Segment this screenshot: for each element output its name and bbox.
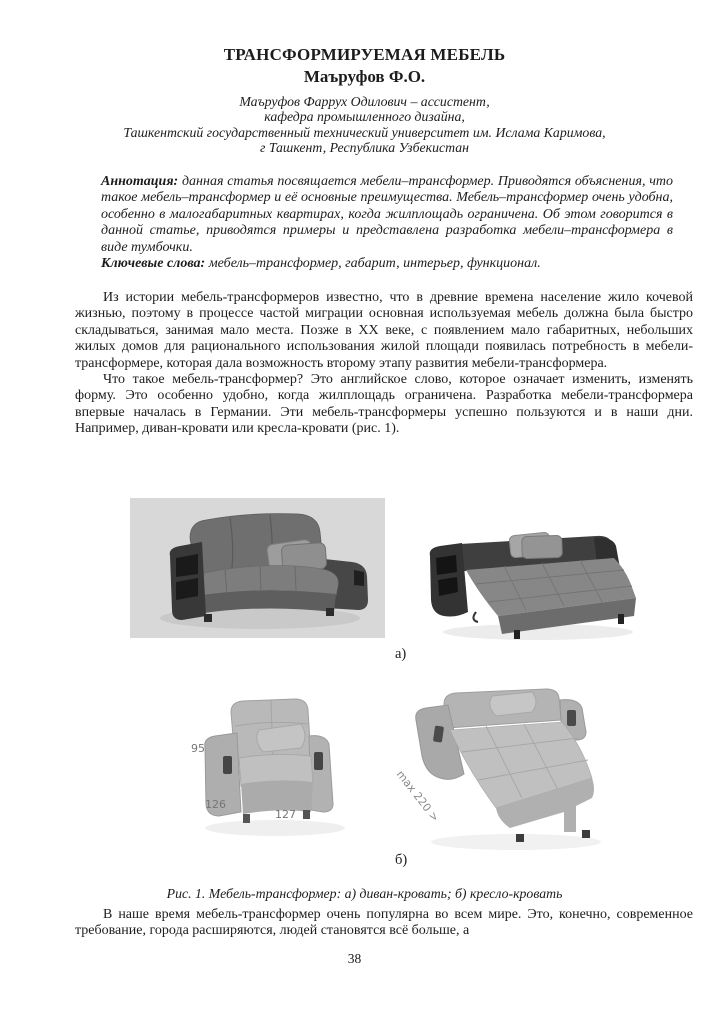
- abstract: [101, 174, 673, 256]
- sofa-folded-illustration: [130, 498, 385, 638]
- figure-caption: Рис. 1. Мебель-трансформер: а) диван-кровать; б) кресло-кровать: [166, 886, 563, 901]
- dimension-label-width: 127: [275, 808, 296, 821]
- figure-label-b: б): [395, 852, 408, 868]
- affiliation-block: [20, 94, 709, 155]
- abstract-label: Аннотация:: [101, 174, 179, 189]
- armchair-unfolded-illustration: [386, 686, 626, 856]
- article-body: [75, 290, 693, 438]
- abstract-text: данная статья посвящается мебели–трансформер. Приводятся объяснения, что такое мебель–трансформер и её основные преимущества. Мебель–трансформер очень удобна, особенно в малогабаритных квартирах, когда жилплощадь ограничена. Об этом говорится в данной статье, приводятся примеры и представлена разработка мебели–трансформера в виде тумбочки.: [101, 174, 673, 255]
- dimension-label-height: 95: [191, 742, 205, 755]
- body-paragraph: Из истории мебель-трансформеров известно, что в древние времена население жило кочевой жизнью, поэтому в процессе частой миграции основная используемая мебель должна была быстро складываться, занимая мало места. Позже в XX веке, с появлением мало габаритных, небольших жилых домов для рационального использования жилой площади появилась потребность в мебели-трансформере, которая дала возможность второму этапу развития мебели-трансформера.: [75, 290, 693, 371]
- dimension-label-depth: 126: [205, 798, 226, 811]
- page-number: 38: [347, 951, 362, 966]
- affiliation-line: кафедра промышленного дизайна,: [264, 109, 465, 125]
- affiliation-line: г Ташкент, Республика Узбекистан: [260, 139, 469, 155]
- article-author: Маъруфов Ф.О.: [303, 67, 426, 86]
- armchair-unfolded-photo: [386, 686, 626, 856]
- armchair-folded-illustration: [183, 696, 361, 840]
- keywords: [101, 256, 673, 272]
- sofa-folded-photo: [130, 498, 385, 638]
- sofa-unfolded-photo: [418, 520, 646, 646]
- body-paragraph: Что такое мебель-трансформер? Это английское слово, которое означает изменить, изменять форму. Это особенно удобно, когда жилплощадь ограничена. Разработка мебели-трансформера впервые началась в Германии. Эти мебель-трансформеры успешно пользуются и в наши дни. Например, диван-кровати или кресла-кровати (рис. 1).: [75, 372, 693, 437]
- sofa-unfolded-illustration: [418, 520, 646, 646]
- abstract-block: [101, 174, 673, 272]
- figure-label-a: а): [395, 646, 407, 662]
- affiliation-line: Маъруфов Фаррух Одилович – ассистент,: [239, 94, 490, 109]
- affiliation-line: Ташкентский государственный технический университет им. Ислама Каримова,: [123, 124, 606, 140]
- article-header: [20, 44, 709, 155]
- keywords-label: Ключевые слова:: [101, 256, 206, 272]
- article-title: ТРАНСФОРМИРУЕМАЯ МЕБЕЛЬ: [223, 45, 506, 64]
- dimension-label-max-length: max 220 >: [393, 768, 442, 825]
- armchair-folded-photo: [183, 696, 361, 840]
- closing-paragraph: В наше время мебель-трансформер очень популярна во всем мире. Это, конечно, современное требование, города расширяются, людей становятся всё больше, а: [75, 907, 693, 939]
- keywords-text: мебель–трансформер, габарит, интерьер, функционал.: [208, 256, 541, 272]
